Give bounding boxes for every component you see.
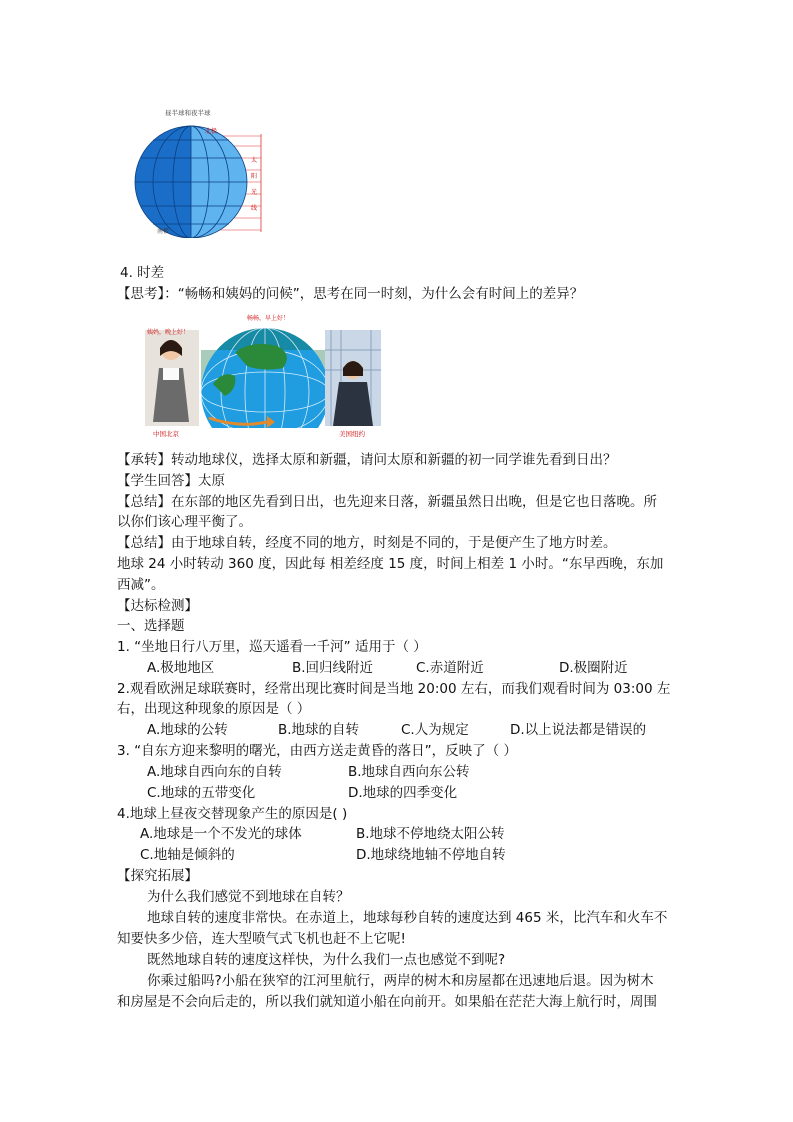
exploration-para-1-line-2: 知要快多少倍，连大型喷气式飞机也赶不上它呢!	[117, 931, 406, 947]
q4-option-b: B.地球不停地绕太阳公转	[356, 826, 505, 842]
student-answer: 【学生回答】太原	[117, 473, 225, 489]
q2-option-d: D.以上说法都是错误的	[510, 722, 647, 738]
summary-1-line-2: 以你们该心理平衡了。	[117, 514, 252, 530]
question-1: 1. “坐地日行八万里，巡天遥看一千河” 适用于（ ）	[117, 639, 427, 655]
exploration-para-3-line-2: 和房屋是不会向后走的，所以我们就知道小船在向前开。如果船在茫茫大海上航行时，周围	[117, 994, 657, 1010]
q1-option-a: A.极地地区	[147, 660, 215, 676]
q4-option-a: A.地球是一个不发光的球体	[140, 826, 302, 842]
exploration-para-3-line-1: 你乘过船吗?小船在狭窄的江河里航行，两岸的树木和房屋都在迅速地后退。因为树木	[147, 973, 654, 989]
q1-option-c: C.赤道附近	[416, 660, 484, 676]
sun-label-2: 阳	[251, 173, 258, 180]
question-2-line-2: 右，出现这种现象的原因是（ ）	[117, 701, 311, 717]
exploration-heading: 【探究拓展】	[117, 868, 198, 884]
q2-option-a: A.地球的公转	[147, 722, 228, 738]
speech-top: 畅畅，早上好！	[247, 315, 290, 322]
caption-left: 中国北京	[153, 430, 179, 438]
question-3: 3. “自东方迎来黎明的曙光，由西方送走黄昏的落日”，反映了（ ）	[117, 743, 517, 759]
rotation-fact-line-1: 地球 24 小时转动 360 度，因此每 相差经度 15 度，时间上相差 1 小时。“东早西晚，东加	[117, 556, 664, 572]
sun-label-1: 太	[251, 157, 258, 164]
exploration-question: 为什么我们感觉不到地球在自转？	[147, 889, 350, 905]
think-prompt: 【思考】：“畅畅和姨妈的问候”，思考在同一时刻，为什么会有时间上的差异？	[117, 286, 584, 302]
q2-option-c: C.人为规定	[401, 722, 469, 738]
q3-option-a: A.地球自西向东的自转	[147, 764, 282, 780]
summary-1-line-1: 【总结】在东部的地区先看到日出，也先迎来日落，新疆虽然日出晚，但是它也日落晚。所	[117, 494, 657, 510]
time-difference-illustration	[143, 310, 383, 442]
exploration-para-2: 既然地球自转的速度这样快，为什么我们一点也感觉不到呢?	[147, 952, 506, 968]
day-night-hemisphere-figure	[117, 108, 263, 238]
summary-2: 【总结】由于地球自转，经度不同的地方，时刻是不同的，于是便产生了地方时差。	[117, 535, 617, 551]
speech-left: 姨妈，晚上好！	[147, 329, 190, 336]
sun-label-3: 光	[251, 189, 258, 196]
time-difference-figure	[143, 310, 383, 442]
question-2-line-1: 2.观看欧洲足球联赛时，经常出现比赛时间是当地 20:00 左右，而我们观看时间为 03:00 左	[117, 681, 671, 697]
sun-label-4: 线	[251, 205, 258, 212]
q3-option-d: D.地球的四季变化	[348, 785, 458, 801]
transition-paragraph: 【承转】转动地球仪，选择太原和新疆，请问太原和新疆的初一同学谁先看到日出？	[117, 452, 617, 468]
q3-option-b: B.地球自西向东公转	[348, 764, 470, 780]
question-4: 4.地球上昼夜交替现象产生的原因是( )	[117, 806, 348, 822]
north-pole-label: 北极	[205, 128, 218, 135]
south-pole-label: 南极	[157, 228, 170, 235]
q4-option-c: C.地轴是倾斜的	[140, 847, 235, 863]
figure1-title: 昼半球和夜半球	[165, 109, 211, 117]
q1-option-d: D.极圈附近	[559, 660, 628, 676]
q4-option-d: D.地球绕地轴不停地自转	[356, 847, 506, 863]
section-heading-time-difference: 4. 时差	[120, 265, 165, 281]
multiple-choice-heading: 一、选择题	[117, 618, 185, 634]
assessment-heading: 【达标检测】	[117, 598, 198, 614]
rotation-fact-line-2: 西减”。	[117, 577, 165, 593]
caption-right: 美国纽约	[339, 430, 365, 438]
q3-option-c: C.地球的五带变化	[147, 785, 256, 801]
day-night-globe-illustration	[117, 108, 263, 238]
q2-option-b: B.地球的自转	[278, 722, 360, 738]
q1-option-b: B.回归线附近	[292, 660, 374, 676]
exploration-para-1-line-1: 地球自转的速度非常快。在赤道上，地球每秒自转的速度达到 465 米，比汽车和火车不	[147, 910, 668, 926]
